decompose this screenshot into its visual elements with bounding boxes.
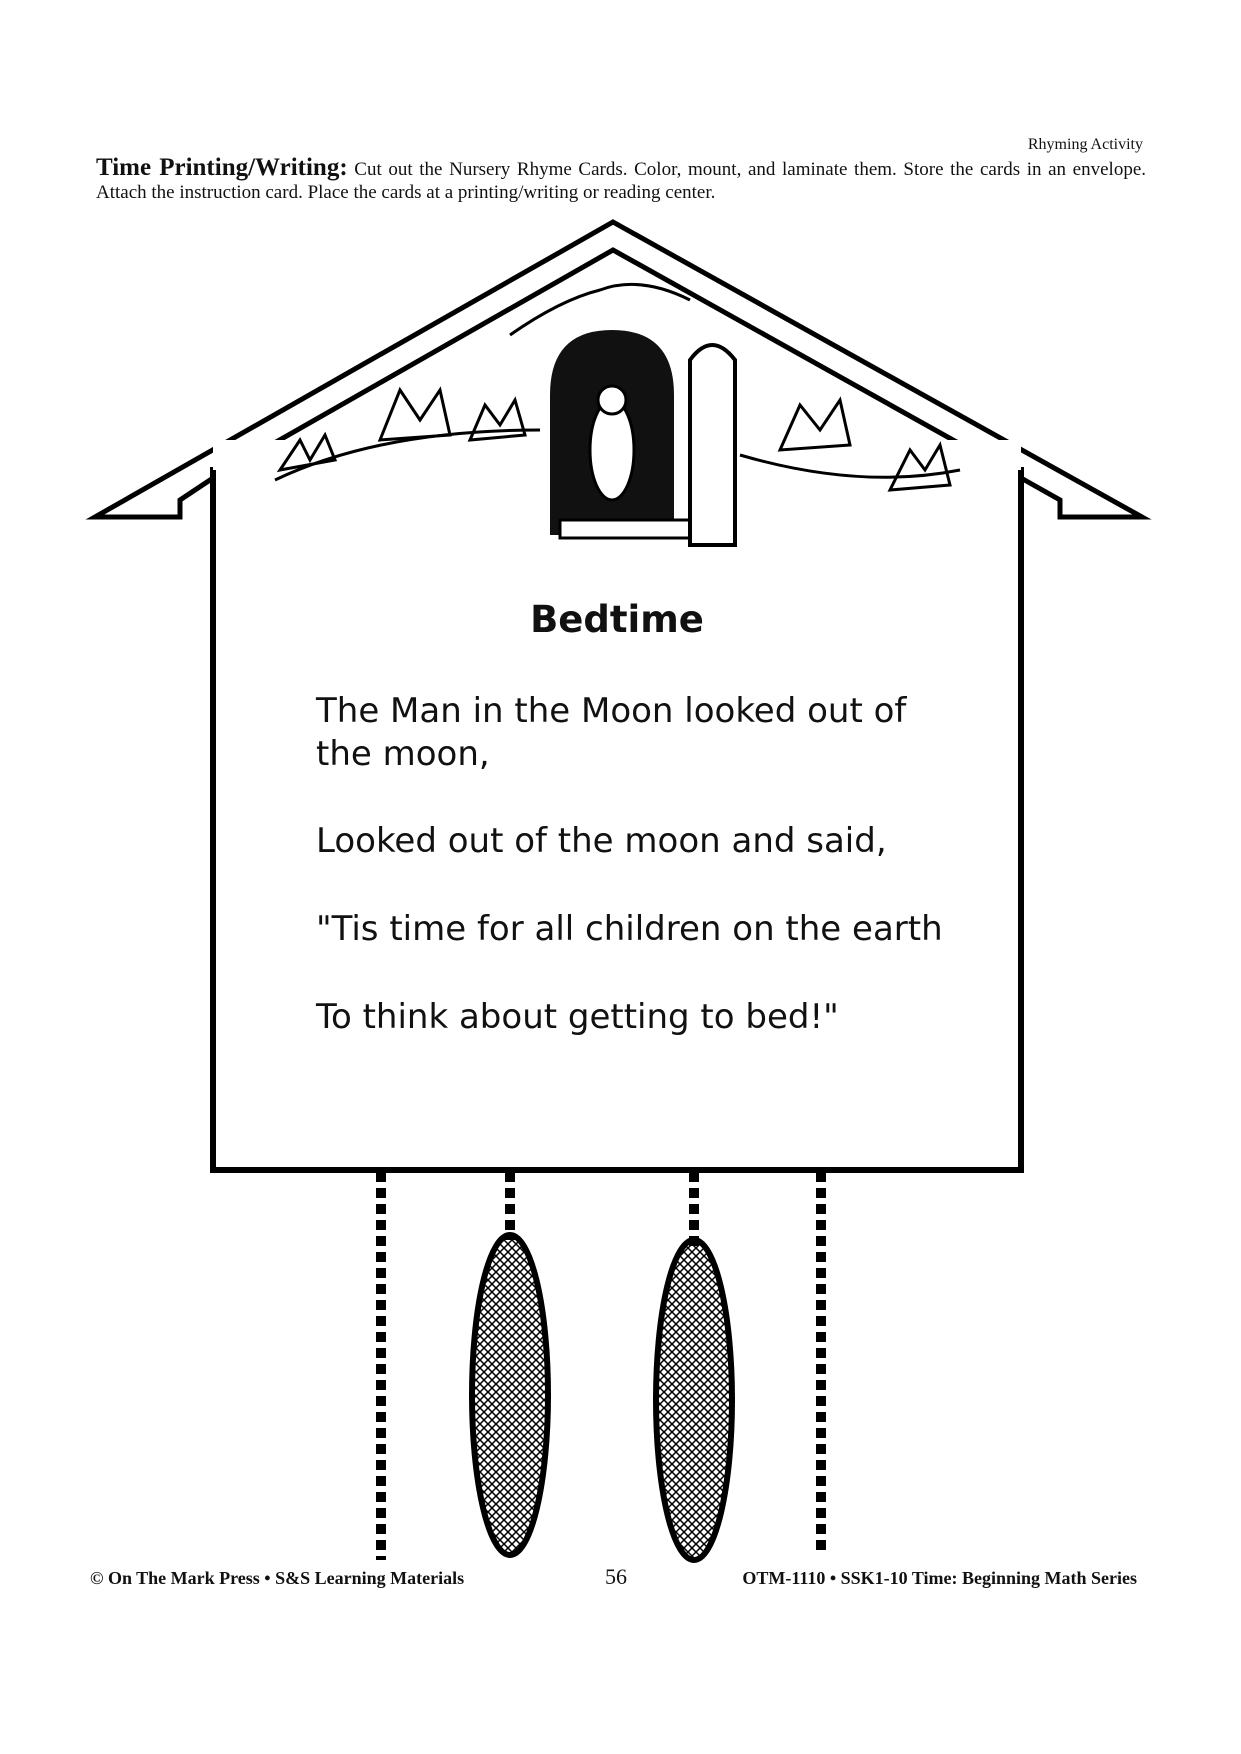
poem-line-2: Looked out of the moon and said, [316, 821, 887, 861]
poem-line-1: The Man in the Moon looked out of the moon, [316, 691, 907, 774]
cuckoo-door [550, 330, 735, 545]
instructions-text: Cut out the Nursery Rhyme Cards. Color, mount, and laminate them. Store the cards in an envelope. Attach the instruction card. Place the cards at a printing/writing or reading center. [96, 159, 1146, 203]
poem-line-4: To think about getting to bed!" [316, 997, 839, 1037]
page-number: 56 [605, 1564, 627, 1589]
chains [381, 1172, 821, 1560]
pinecone-weight-right [656, 1240, 732, 1560]
pinecone-weight-left [472, 1235, 548, 1555]
poem-line-3: "Tis time for all children on the earth [316, 909, 943, 949]
card-title: Bedtime [530, 598, 704, 641]
footer-copyright: © On The Mark Press • S&S Learning Materials [90, 1568, 465, 1588]
instructions-heading: Time Printing/Writing: [96, 154, 348, 181]
footer-series: OTM-1110 • SSK1-10 Time: Beginning Math Series [742, 1568, 1137, 1588]
section-label: Rhyming Activity [1027, 136, 1143, 153]
